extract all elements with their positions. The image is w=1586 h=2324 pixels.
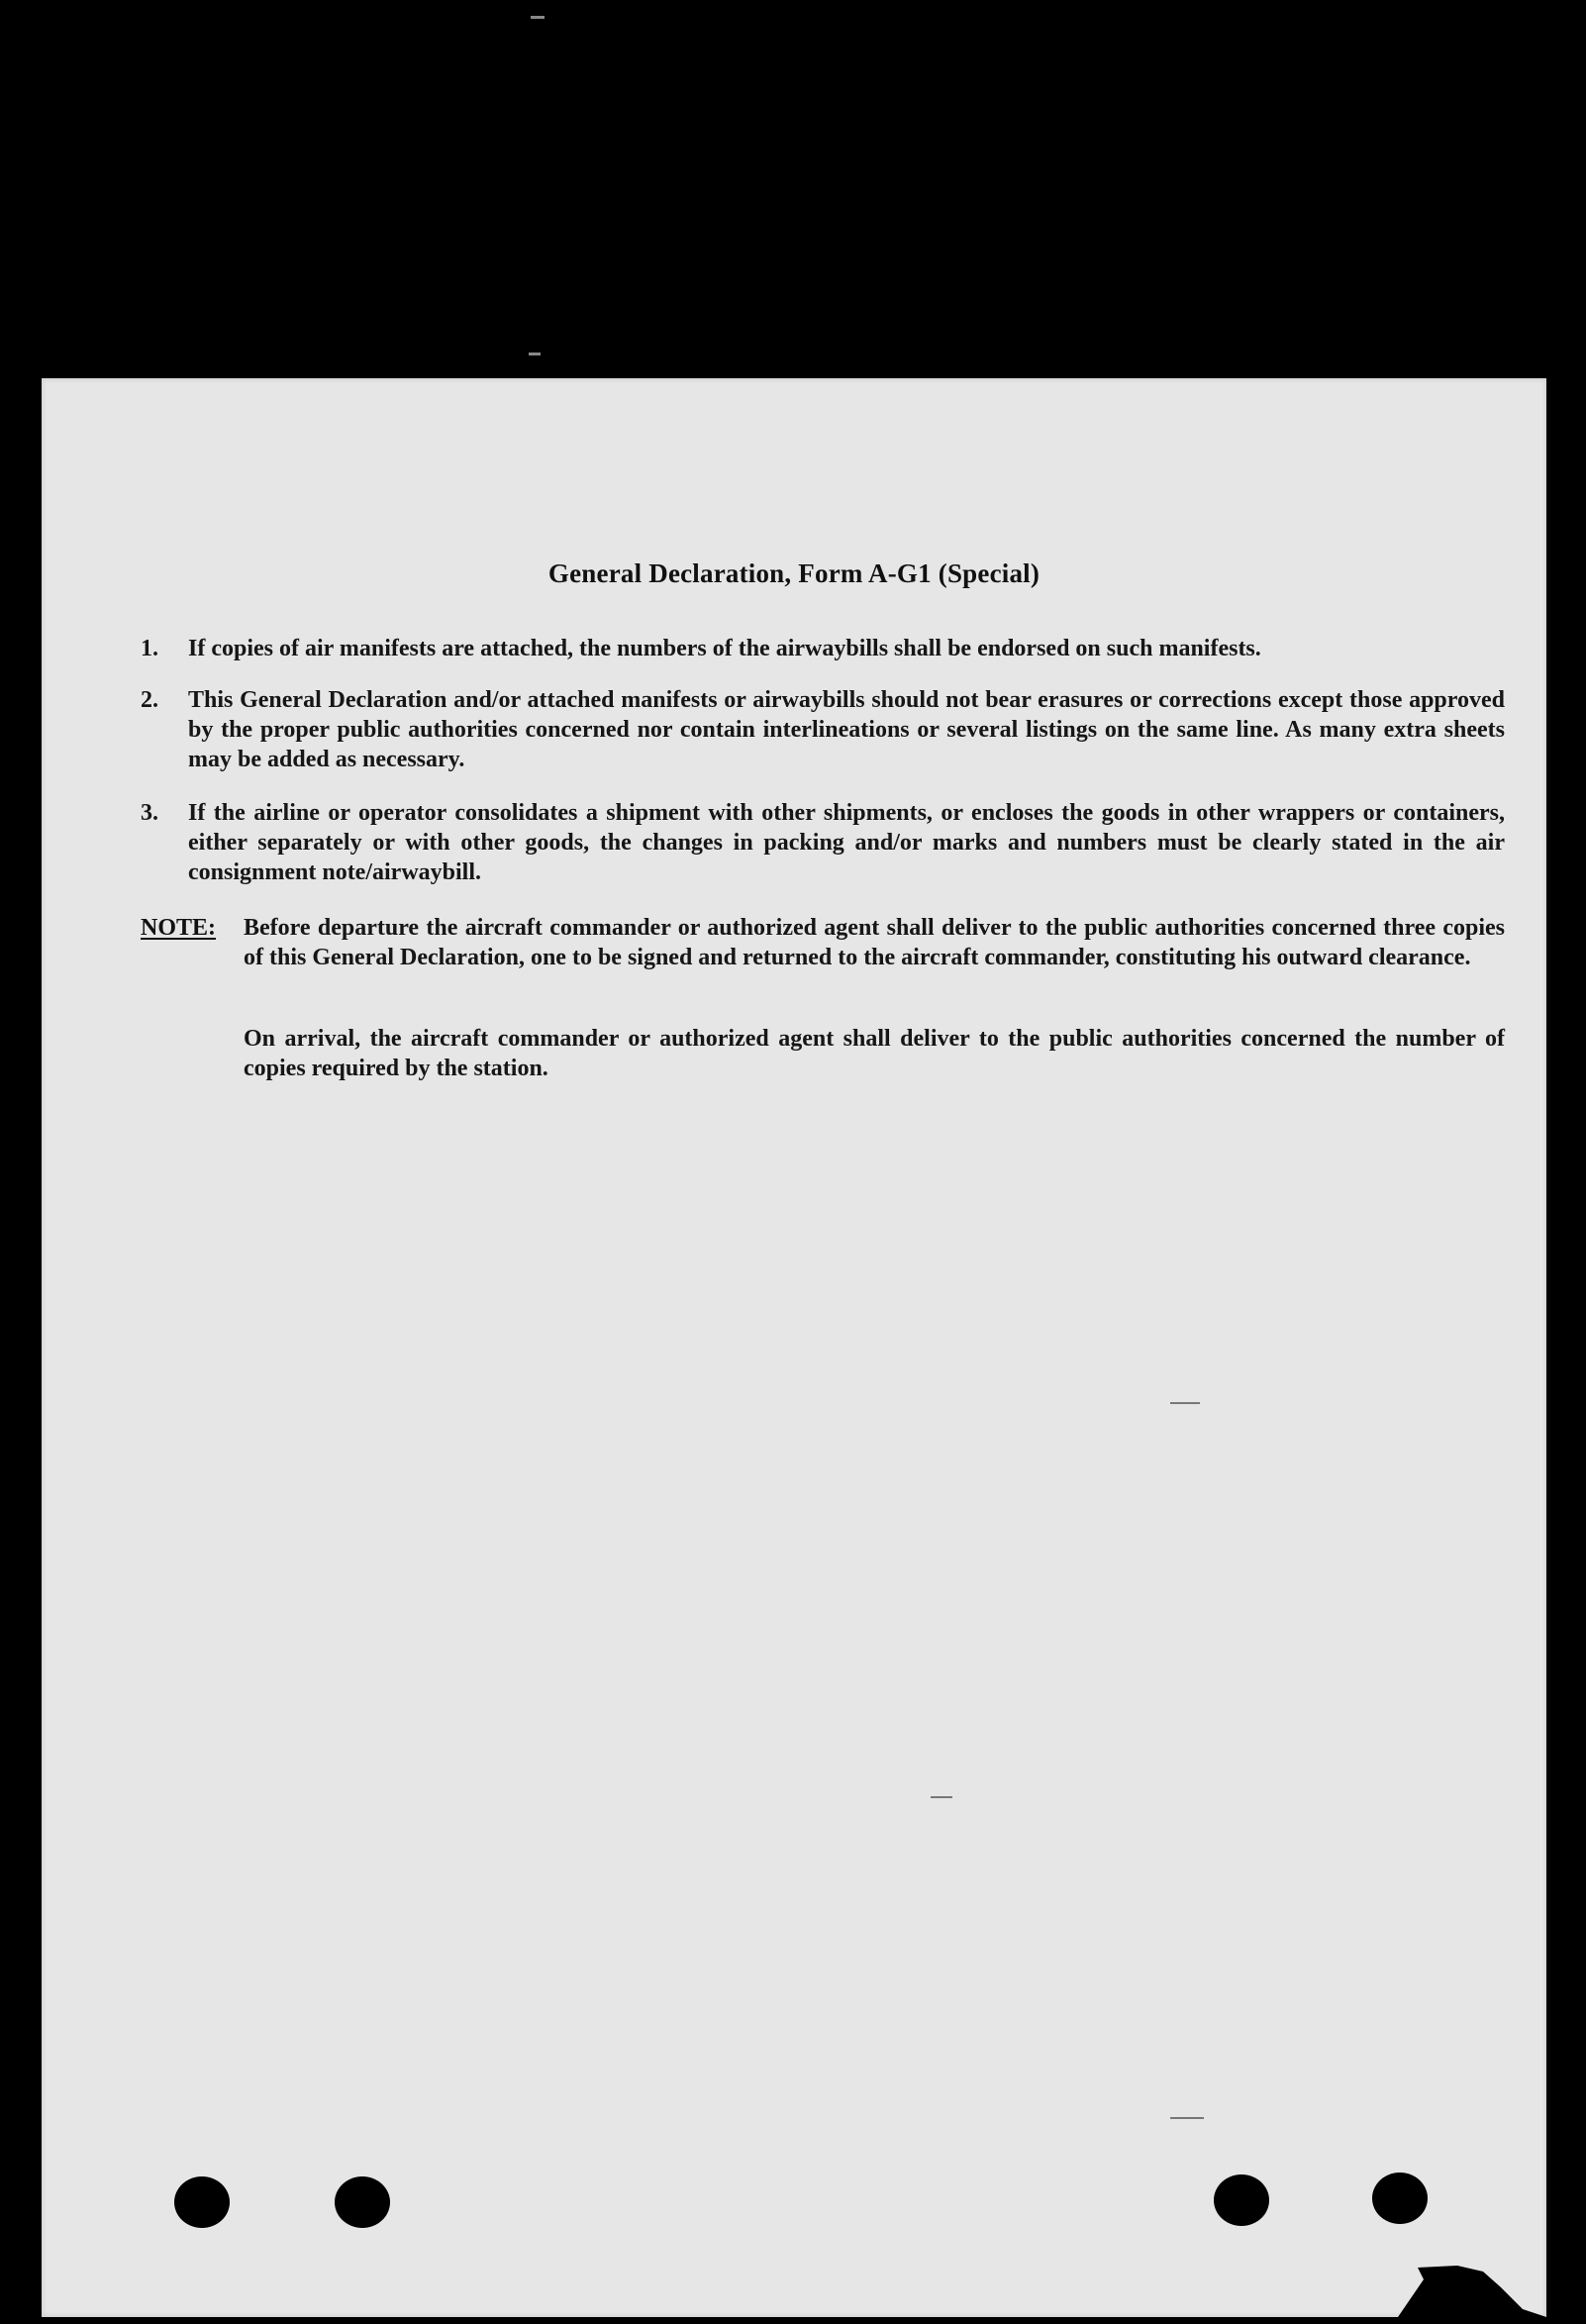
item-number: 2. [141,687,158,713]
scan-speck [529,353,541,355]
list-item-3 [141,798,1505,887]
document-page [42,378,1546,2317]
scan-speck [931,1796,952,1798]
list-item-2 [141,685,1505,774]
punch-hole [335,2176,390,2228]
item-text: This General Declaration and/or attached manifests or airwaybills should not bear erasures or corrections except those approved by the proper public authorities concerned nor contain interlineations or several listings on the same line. As many extra sheets may be added as necessary. [188,687,1505,772]
item-number: 3. [141,800,158,826]
punch-hole [1214,2174,1269,2226]
item-text: If the airline or operator consolidates a shipment with other shipments, or encloses the goods in other wrappers or containers, either separately or with other goods, the changes in packing and/or marks and numbers must be clearly stated in the air consignment note/airwaybill. [188,800,1505,885]
list-item-1 [141,634,1505,663]
document-title: General Declaration, Form A-G1 (Special) [547,558,1041,588]
torn-corner [1398,2258,1546,2317]
note-paragraph-1: Before departure the aircraft commander or authorized agent shall deliver to the public authorities concerned three copies of this General Declaration, one to be signed and returned to the aircraft commander, constituting his outward clearance. [244,915,1505,970]
punch-hole [174,2176,230,2228]
item-number: 1. [141,636,158,661]
punch-hole [1372,2172,1428,2224]
scan-speck [1170,2117,1204,2119]
note-paragraph-2: On arrival, the aircraft commander or authorized agent shall deliver to the public authorities concerned the number of copies required by the station. [244,1026,1505,1081]
scan-speck [1170,1402,1200,1404]
note-label: NOTE: [141,915,217,941]
item-text: If copies of air manifests are attached, the numbers of the airwaybills shall be endorsed on such manifests. [188,636,1261,661]
scan-speck [531,16,545,19]
